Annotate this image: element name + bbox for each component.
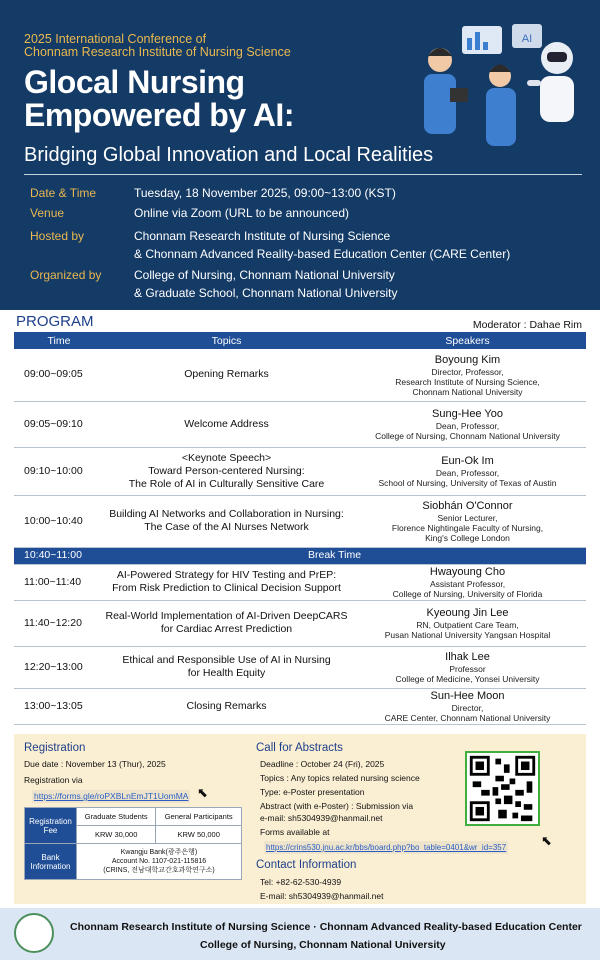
program-table <box>14 332 586 725</box>
abstracts-link[interactable]: https://crins530.jnu.ac.kr/bbs/board.php?bo_table=0401&wr_id=357 <box>266 843 507 852</box>
abstracts-topics: Topics : Any topics related nursing science <box>260 773 420 783</box>
svg-text:AI: AI <box>521 33 533 45</box>
abstracts-type: Type: e-Poster presentation <box>260 787 365 797</box>
university-seal-icon <box>14 913 54 953</box>
program-row <box>14 600 586 646</box>
row-time: 10:00~10:40 <box>14 495 104 547</box>
row-speaker <box>349 495 586 547</box>
speaker-name: Hwayoung Cho <box>429 566 506 578</box>
row-time: 09:00~09:05 <box>14 349 104 401</box>
program-title: PROGRAM <box>16 313 94 330</box>
speaker-name: Boyoung Kim <box>434 353 501 366</box>
row-speaker <box>349 688 586 724</box>
row-speaker <box>349 600 586 646</box>
cursor-icon: ⬉ <box>197 785 208 800</box>
main-title: Glocal Nursing Empowered by AI: <box>24 64 294 133</box>
row-time: 13:00~13:05 <box>14 688 104 724</box>
abstracts-submission: Abstract (with e-Poster) : Submission via <box>260 801 414 811</box>
program-row <box>14 349 586 401</box>
registration-via: Registration via <box>24 775 83 785</box>
speaker-affiliation: RN, Outpatient Care Team, Pusan National University Yangsan Hospital <box>384 620 551 640</box>
program-row <box>14 564 586 600</box>
row-topic: Real-World Implementation of AI-Driven DeepCARS for Cardiac Arrest Prediction <box>104 600 349 646</box>
row-time: 09:10~10:00 <box>14 447 104 495</box>
table-header: Time Topics Speakers <box>14 332 586 349</box>
row-speaker <box>349 646 586 688</box>
row-speaker <box>349 447 586 495</box>
contact-email: E-mail: sh5304939@hanmail.net <box>260 891 384 901</box>
speaker-affiliation: Senior Lecturer, Florence Nightingale Faculty of Nursing, King's College London <box>391 513 544 543</box>
program-row <box>14 688 586 724</box>
conference-name: 2025 International Conference of Chonnam Research Institute of Nursing Science <box>24 32 291 59</box>
speaker-name: Sun-Hee Moon <box>430 690 505 702</box>
row-topic: Welcome Address <box>104 401 349 447</box>
row-time: 11:40~12:20 <box>14 600 104 646</box>
row-topic: <Keynote Speech> Toward Person-centered Nursing: The Role of AI in Culturally Sensitive Care <box>104 447 349 495</box>
row-topic: Ethical and Responsible Use of AI in Nursing for Health Equity <box>104 646 349 688</box>
speaker-name: Kyeoung Jin Lee <box>426 607 509 619</box>
row-topic: AI-Powered Strategy for HIV Testing and PrEP: From Risk Prediction to Clinical Decision Support <box>104 564 349 600</box>
row-topic: Opening Remarks <box>104 349 349 401</box>
cursor-icon: ⬉ <box>541 833 552 848</box>
abstracts-title: Call for Abstracts <box>256 742 343 754</box>
registration-due: Due date : November 13 (Thur), 2025 <box>24 759 166 769</box>
qr-code <box>465 751 540 826</box>
abstracts-forms: Forms available at <box>260 827 330 837</box>
row-topic: Building AI Networks and Collaboration in Nursing: The Case of the AI Nurses Network <box>104 495 349 547</box>
registration-link[interactable]: https://forms.gle/roPXBLnEmJT1UomMA <box>34 791 189 801</box>
subtitle: Bridging Global Innovation and Local Realities <box>24 144 434 166</box>
fee-table: Registration Fee Graduate Students General Participants KRW 30,000 KRW 50,000 Bank Information Kwangju Bank(광주은행) Account No. 1107-021-115816 (CRINS, 전남대학교간호과학연구소) <box>24 807 242 880</box>
registration-title: Registration <box>24 742 86 754</box>
footer-line2: College of Nursing, Chonnam National University <box>200 939 446 951</box>
moderator: Moderator : Dahae Rim <box>472 319 582 331</box>
speaker-affiliation: Dean, Professor, College of Nursing, Chonnam National University <box>375 421 560 441</box>
row-time: 11:00~11:40 <box>14 564 104 600</box>
row-topic: Closing Remarks <box>104 688 349 724</box>
info-panel <box>14 734 586 904</box>
row-speaker <box>349 401 586 447</box>
speaker-affiliation: Professor College of Medicine, Yonsei University <box>395 664 540 684</box>
program-row <box>14 401 586 447</box>
abstracts-email: e-mail: sh5304939@hanmail.net <box>260 813 383 823</box>
row-speaker <box>349 564 586 600</box>
speaker-name: Siobhán O'Connor <box>422 500 513 512</box>
speaker-affiliation: Director, Professor, Research Institute of Nursing Science, Chonnam National University <box>395 366 540 397</box>
speaker-affiliation: Director, CARE Center, Chonnam National University <box>384 703 551 723</box>
row-time: 12:20~13:00 <box>14 646 104 688</box>
program-row <box>14 646 586 688</box>
row-time: 09:05~09:10 <box>14 401 104 447</box>
contact-tel: Tel: +82-62-530-4939 <box>260 877 342 887</box>
abstracts-deadline: Deadline : October 24 (Fri), 2025 <box>260 759 385 769</box>
program-row <box>14 495 586 547</box>
speaker-affiliation: Assistant Professor, College of Nursing, University of Florida <box>392 579 543 599</box>
speaker-affiliation: Dean, Professor, School of Nursing, University of Texas of Austin <box>378 468 557 488</box>
contact-title: Contact Information <box>256 859 357 871</box>
row-speaker <box>349 349 586 401</box>
speaker-name: Ilhak Lee <box>445 651 490 663</box>
program-row <box>14 447 586 495</box>
speaker-name: Eun-Ok Im <box>441 455 494 467</box>
nurses-robot-illustration <box>412 18 582 148</box>
divider <box>24 174 582 175</box>
hero-banner: 2025 International Conference of Chonnam Research Institute of Nursing Science Glocal Nursing Empowered by AI: Bridging Global Innovation and Local Realities AI Date & Time Tuesday, 18 November 2025, 09:00~13:00 (KST) Venue Online via Zoom (URL to be announced) Hosted by Chonnam Research Institute of Nursing Science & Chonnam Advanced Reality-based Education Center (CARE Center) Organized by College of Nursing, Chonnam National University & Graduate School, Chonnam National University <box>0 0 600 310</box>
break-row: 10:40~11:00 Break Time <box>14 547 586 564</box>
speaker-name: Sung-Hee Yoo <box>432 408 503 420</box>
footer <box>0 908 600 960</box>
footer-line1: Chonnam Research Institute of Nursing Science · Chonnam Advanced Reality-based Education Center <box>70 921 582 933</box>
